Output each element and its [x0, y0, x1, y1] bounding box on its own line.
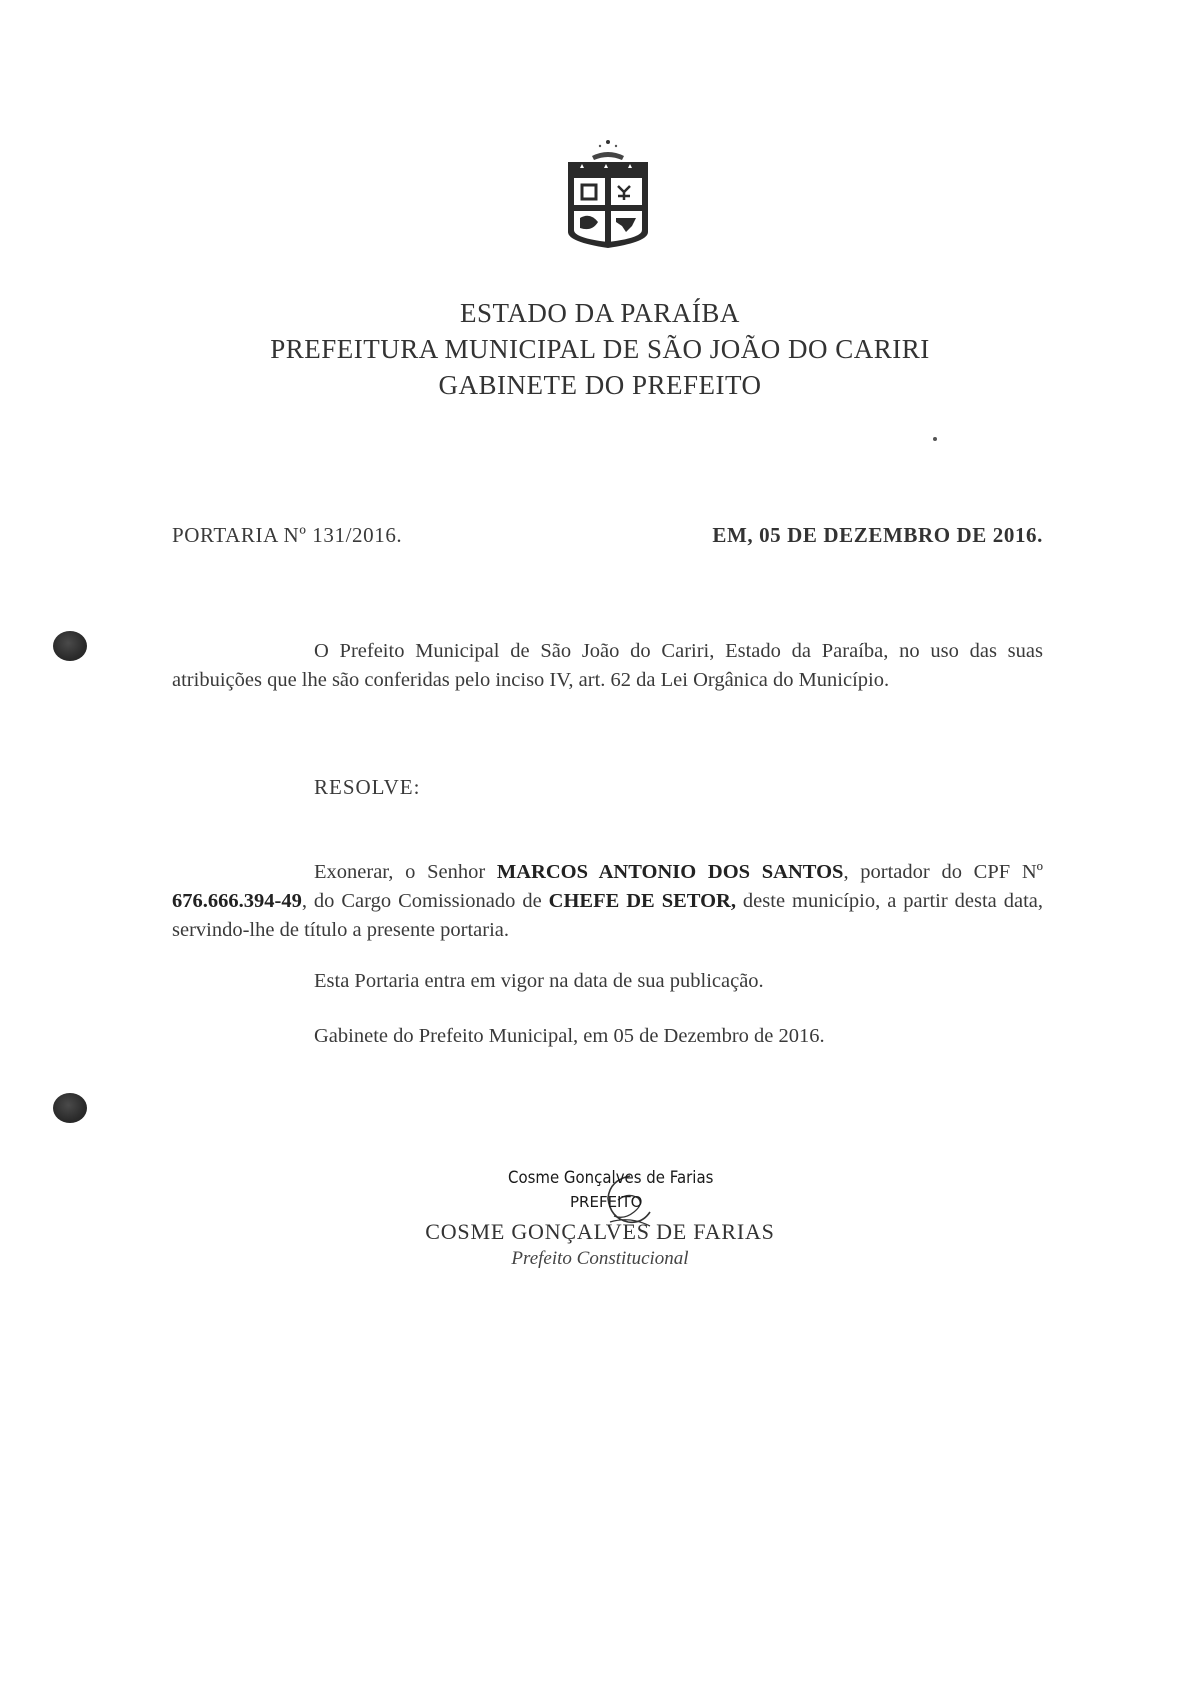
intro-text: O Prefeito Municipal de São João do Cariri, Estado da Paraíba, no uso das suas atribuições que lhe são conferidas pelo inciso IV, art. 62 da Lei Orgânica do Município. [172, 640, 1043, 691]
signatory-name: COSME GONÇALVES DE FARIAS [425, 1219, 775, 1244]
ordinance-date: EM, 05 DE DEZEMBRO DE 2016. [712, 523, 1043, 547]
employee-role: CHEFE DE SETOR, [548, 890, 736, 912]
decision-text-1: Exonerar, o Senhor [314, 861, 497, 883]
header-municipality: PREFEITURA MUNICIPAL DE SÃO JOÃO DO CARIRI [270, 334, 930, 364]
decision-text-3: , do Cargo Comissionado de [301, 890, 549, 912]
document-header [0, 295, 1200, 403]
punch-hole-bottom [53, 1093, 87, 1123]
closing-line: Gabinete do Prefeito Municipal, em 05 de Dezembro de 2016. [314, 1025, 825, 1047]
employee-cpf: 676.666.394-49 [172, 890, 302, 912]
punch-hole-top [53, 631, 87, 661]
header-office: GABINETE DO PREFEITO [438, 370, 762, 400]
ordinance-number: PORTARIA Nº 131/2016. [172, 523, 403, 547]
decision-text-2: , portador do CPF Nº [843, 861, 1044, 883]
handwritten-signature: Cosme Gonçalves de Farias [508, 1168, 714, 1188]
municipal-crest-icon [562, 138, 654, 252]
resolve-heading: RESOLVE: [314, 775, 421, 799]
header-state: ESTADO DA PARAÍBA [460, 298, 740, 328]
employee-name: MARCOS ANTONIO DOS SANTOS [496, 861, 844, 883]
scan-speck [933, 437, 937, 441]
decision-paragraph [172, 858, 1043, 945]
signatory-title: Prefeito Constitucional [511, 1248, 689, 1269]
decision-text-4: deste município, a partir desta data, servindo-lhe de título a presente portaria. [172, 890, 1043, 941]
intro-paragraph [172, 637, 1043, 695]
effective-clause: Esta Portaria entra em vigor na data de sua publicação. [314, 970, 764, 992]
signature-stamp: PREFEITO [570, 1193, 643, 1211]
